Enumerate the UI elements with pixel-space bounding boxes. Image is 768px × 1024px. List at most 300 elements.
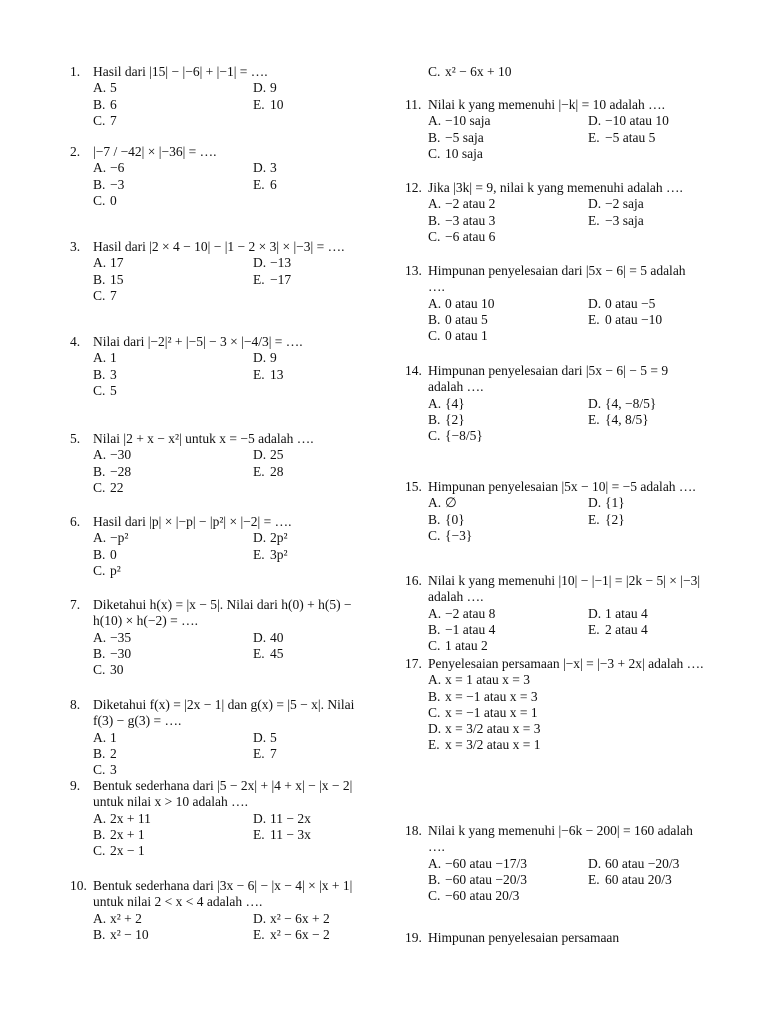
question-text: Himpunan penyelesaian persamaan [428,930,620,945]
answer-options [70,255,370,304]
question-stem [70,597,370,630]
question-stem [70,697,370,730]
option-text: {2} [605,511,625,527]
question-number: 8. [70,697,81,712]
answer-option [93,255,253,271]
option-text: 9 [270,350,277,366]
answer-option [253,630,393,646]
option-text: −35 [110,629,132,645]
answer-option [588,396,728,412]
question-item [405,823,705,904]
option-letter: D. [253,910,267,926]
answer-option [253,447,393,463]
question-number: 11. [405,97,422,112]
answer-option [93,272,253,288]
answer-option [93,464,253,480]
option-letter: E. [588,411,600,427]
option-text: −p² [110,530,129,546]
option-text: −10 atau 10 [605,113,669,129]
option-letter: B. [428,212,441,228]
option-text: 10 [270,96,284,112]
question-number: 1. [70,64,81,79]
answer-option [93,193,253,209]
option-letter: A. [93,350,107,366]
option-letter: B. [93,826,106,842]
question-item [70,878,370,943]
option-letter: C. [428,328,441,344]
option-letter: D. [588,395,602,411]
question-text: Nilai k yang memenuhi |−k| = 10 adalah …. [428,97,665,112]
question-text: Jika |3k| = 9, nilai k yang memenuhi adalah …. [428,180,683,195]
answer-option [93,367,253,383]
answer-option [428,328,588,344]
option-letter: D. [253,350,267,366]
option-letter: B. [428,129,441,145]
option-letter: D. [253,80,267,96]
option-letter: B. [93,745,106,761]
answer-option [253,464,393,480]
option-text: 2x + 11 [110,810,151,826]
answer-option [428,64,588,80]
question-number: 4. [70,334,81,349]
option-letter: B. [428,621,441,637]
question-item [405,64,705,80]
option-text: 0 [110,546,117,562]
option-letter: B. [93,645,106,661]
option-letter: E. [253,271,265,287]
answer-option [253,367,393,383]
option-text: 7 [110,112,117,128]
answer-option [428,689,728,705]
question-item [405,930,705,946]
answer-option [253,746,393,762]
option-text: {2} [445,411,465,427]
question-stem [405,263,705,296]
option-text: 30 [110,662,124,678]
option-letter: A. [93,80,107,96]
answer-options [70,730,370,779]
answer-option [253,97,393,113]
answer-option [93,350,253,366]
option-text: {4} [445,395,465,411]
option-text: −3 saja [605,212,644,228]
option-letter: B. [93,546,106,562]
answer-option [428,312,588,328]
question-item [405,263,705,344]
option-letter: A. [93,810,107,826]
option-letter: D. [588,196,602,212]
question-text: Himpunan penyelesaian dari |5x − 6| − 5 = 9 adalah …. [428,363,669,395]
option-letter: D. [253,810,267,826]
question-text: Himpunan penyelesaian dari |5x − 6| = 5 adalah …. [428,263,686,295]
option-text: 5 [270,729,277,745]
option-letter: E. [253,366,265,382]
answer-option [428,412,588,428]
option-text: −60 atau −20/3 [445,871,527,887]
option-text: 7 [270,745,277,761]
answer-option [588,856,728,872]
question-stem [405,180,705,196]
question-number: 10. [70,878,87,893]
option-letter: C. [428,527,441,543]
option-text: 9 [270,80,277,96]
question-item [405,97,705,162]
answer-option [93,547,253,563]
question-item [70,514,370,579]
option-letter: A. [93,447,107,463]
answer-option [93,97,253,113]
option-text: 0 atau 10 [445,295,495,311]
option-letter: E. [588,212,600,228]
question-text: Diketahui f(x) = |2x − 1| dan g(x) = |5 − x|. Nilai f(3) − g(3) = …. [93,697,355,729]
answer-option [588,606,728,622]
option-text: −28 [110,463,132,479]
answer-options [70,530,370,579]
option-letter: C. [428,888,441,904]
answer-option [588,622,728,638]
option-letter: C. [93,662,106,678]
answer-options [405,196,705,245]
option-letter: E. [253,463,265,479]
answer-option [428,146,588,162]
option-letter: B. [93,271,106,287]
answer-option [93,746,253,762]
option-text: 3 [270,160,277,176]
question-item [405,180,705,245]
answer-option [428,213,588,229]
answer-option [253,350,393,366]
option-text: {−8/5} [445,428,483,444]
question-text: Nilai k yang memenuhi |10| − |−1| = |2k − 5| × |−3| adalah …. [428,573,701,605]
option-letter: B. [93,96,106,112]
question-text: Hasil dari |p| × |−p| − |p²| × |−2| = …. [93,514,292,529]
question-number: 19. [405,930,422,945]
option-letter: B. [428,511,441,527]
question-stem [405,656,705,672]
option-letter: B. [93,926,106,942]
answer-option [93,762,253,778]
option-text: {0} [445,511,465,527]
option-text: 28 [270,463,284,479]
option-text: {4, 8/5} [605,411,649,427]
question-number: 3. [70,239,81,254]
option-text: 60 atau −20/3 [605,855,680,871]
option-letter: A. [428,495,442,511]
option-text: 0 [110,192,117,208]
option-letter: D. [588,113,602,129]
option-text: −6 [110,160,125,176]
option-text: 60 atau 20/3 [605,871,672,887]
answer-option [93,843,253,859]
question-item [70,239,370,304]
option-text: −10 saja [445,113,491,129]
option-letter: B. [428,688,441,704]
answer-option [428,721,728,737]
option-letter: A. [428,113,442,129]
answer-option [93,811,253,827]
option-letter: A. [428,395,442,411]
option-text: −2 saja [605,196,644,212]
answer-option [588,213,728,229]
answer-option [588,495,728,511]
option-text: −17 [270,271,292,287]
question-text: Bentuk sederhana dari |3x − 6| − |x − 4| × |x + 1| untuk nilai 2 < x < 4 adalah …. [93,878,353,910]
question-item [405,363,705,444]
answer-option [588,412,728,428]
option-letter: C. [93,479,106,495]
answer-option [428,638,588,654]
answer-options [405,113,705,162]
option-text: 5 [110,80,117,96]
answer-option [428,888,728,904]
option-letter: C. [428,428,441,444]
option-text: 2 atau 4 [605,621,648,637]
answer-option [93,662,253,678]
option-text: 3 [110,762,117,778]
answer-option [428,528,588,544]
answer-option [253,730,393,746]
option-letter: E. [253,96,265,112]
question-number: 2. [70,144,81,159]
answer-option [93,160,253,176]
answer-option [588,312,728,328]
option-letter: D. [588,605,602,621]
answer-option [93,113,253,129]
option-text: 0 atau −5 [605,295,656,311]
question-number: 7. [70,597,81,612]
option-text: {1} [605,495,625,511]
option-letter: C. [93,562,106,578]
answer-option [93,563,253,579]
option-text: p² [110,562,121,578]
option-letter: D. [588,495,602,511]
option-letter: D. [253,160,267,176]
option-letter: C. [93,382,106,398]
option-text: 2x − 1 [110,843,145,859]
answer-option [428,428,588,444]
question-text: Nilai k yang memenuhi |−6k − 200| = 160 adalah …. [428,823,693,855]
question-number: 14. [405,363,422,378]
answer-option [93,911,253,927]
option-letter: D. [428,721,442,737]
option-text: x = 3/2 atau x = 1 [445,737,541,753]
answer-option [93,447,253,463]
answer-option [93,383,253,399]
answer-option [253,177,393,193]
answer-option [428,113,588,129]
question-number: 5. [70,431,81,446]
answer-options [70,447,370,496]
option-text: −5 saja [445,129,484,145]
answer-options [405,606,705,655]
option-letter: A. [428,672,442,688]
answer-options [70,911,370,944]
option-letter: A. [428,196,442,212]
option-text: 0 atau −10 [605,311,663,327]
option-text: 0 atau 1 [445,328,488,344]
answer-options [405,396,705,445]
answer-option [93,827,253,843]
option-letter: C. [428,638,441,654]
option-text: −60 atau −17/3 [445,855,527,871]
option-letter: A. [93,910,107,926]
option-text: 3 [110,366,117,382]
answer-options [405,64,705,80]
answer-option [253,255,393,271]
answer-option [428,130,588,146]
option-letter: E. [253,745,265,761]
question-stem [70,334,370,350]
answer-option [253,80,393,96]
answer-option [428,872,588,888]
option-text: {4, −8/5} [605,395,657,411]
question-stem [405,479,705,495]
answer-option [253,811,393,827]
option-letter: B. [428,871,441,887]
option-text: 45 [270,645,284,661]
option-text: 0 atau 5 [445,311,488,327]
question-stem [405,573,705,606]
option-letter: B. [93,463,106,479]
option-text: 10 saja [445,145,483,161]
option-text: −30 [110,645,132,661]
question-stem [70,878,370,911]
option-letter: A. [428,855,442,871]
answer-option [428,495,588,511]
answer-option [93,177,253,193]
option-text: x = −1 atau x = 1 [445,704,538,720]
option-text: x² − 6x + 2 [270,910,330,926]
option-text: 6 [270,176,277,192]
question-text: Nilai |2 + x − x²| untuk x = −5 adalah …. [93,431,314,446]
answer-option [428,296,588,312]
answer-option [428,606,588,622]
option-letter: B. [93,176,106,192]
option-letter: D. [253,629,267,645]
question-number: 9. [70,778,81,793]
answer-option [93,730,253,746]
question-text: Diketahui h(x) = |x − 5|. Nilai dari h(0) + h(5) − h(10) × h(−2) = …. [93,597,352,629]
option-text: −3 atau 3 [445,212,496,228]
option-letter: C. [93,112,106,128]
answer-options [70,80,370,129]
option-letter: E. [253,645,265,661]
question-number: 6. [70,514,81,529]
option-text: ∅ [445,495,457,511]
option-letter: D. [588,295,602,311]
question-item [70,697,370,778]
option-text: 11 − 2x [270,810,311,826]
answer-option [253,530,393,546]
answer-option [253,646,393,662]
answer-option [428,672,728,688]
answer-option [93,646,253,662]
option-letter: E. [253,826,265,842]
answer-option [588,196,728,212]
question-item [70,144,370,209]
option-text: x² − 10 [110,926,149,942]
answer-options [405,672,705,753]
option-text: 1 [110,350,117,366]
answer-option [93,288,253,304]
option-text: 2x + 1 [110,826,145,842]
option-text: 1 [110,729,117,745]
option-letter: C. [93,287,106,303]
answer-option [428,512,588,528]
answer-option [588,872,728,888]
option-text: x² − 6x − 2 [270,926,330,942]
question-number: 18. [405,823,422,838]
answer-options [70,160,370,209]
question-item [70,431,370,496]
question-number: 16. [405,573,422,588]
question-text: Hasil dari |15| − |−6| + |−1| = …. [93,64,268,79]
question-stem [70,778,370,811]
question-text: |−7 / −42| × |−36| = …. [93,144,217,159]
option-text: {−3} [445,527,473,543]
option-text: 25 [270,447,284,463]
question-text: Hasil dari |2 × 4 − 10| − |1 − 2 × 3| × |−3| = …. [93,239,345,254]
option-letter: A. [93,255,107,271]
option-text: −2 atau 2 [445,196,496,212]
option-letter: B. [93,366,106,382]
option-letter: E. [588,511,600,527]
answer-option [253,547,393,563]
option-letter: C. [428,64,441,79]
answer-option [93,530,253,546]
option-text: x = −1 atau x = 3 [445,688,538,704]
answer-option [588,296,728,312]
answer-options [70,350,370,399]
option-text: 1 atau 4 [605,605,648,621]
option-text: −2 atau 8 [445,605,496,621]
option-text: x = 1 atau x = 3 [445,672,530,688]
option-text: −30 [110,447,132,463]
option-text: 11 − 3x [270,826,311,842]
question-item [70,597,370,678]
question-stem [405,363,705,396]
answer-option [93,927,253,943]
answer-option [253,160,393,176]
option-letter: E. [428,737,440,753]
option-text: 22 [110,479,124,495]
answer-option [93,480,253,496]
option-letter: A. [428,605,442,621]
option-letter: E. [253,546,265,562]
option-text: −3 [110,176,125,192]
answer-option [428,856,588,872]
option-text: −13 [270,255,292,271]
answer-option [428,229,588,245]
answer-options [70,630,370,679]
option-letter: E. [588,621,600,637]
option-text: 13 [270,366,284,382]
question-number: 17. [405,656,422,671]
option-letter: E. [588,311,600,327]
question-number: 13. [405,263,422,278]
option-letter: A. [93,530,107,546]
option-text: 1 atau 2 [445,638,488,654]
answer-option [93,80,253,96]
answer-options [405,296,705,345]
answer-option [253,272,393,288]
option-letter: A. [93,729,107,745]
option-letter: A. [93,160,107,176]
option-letter: C. [93,192,106,208]
option-letter: D. [253,729,267,745]
option-letter: E. [588,129,600,145]
question-text: Penyelesaian persamaan |−x| = |−3 + 2x| adalah …. [428,656,704,671]
